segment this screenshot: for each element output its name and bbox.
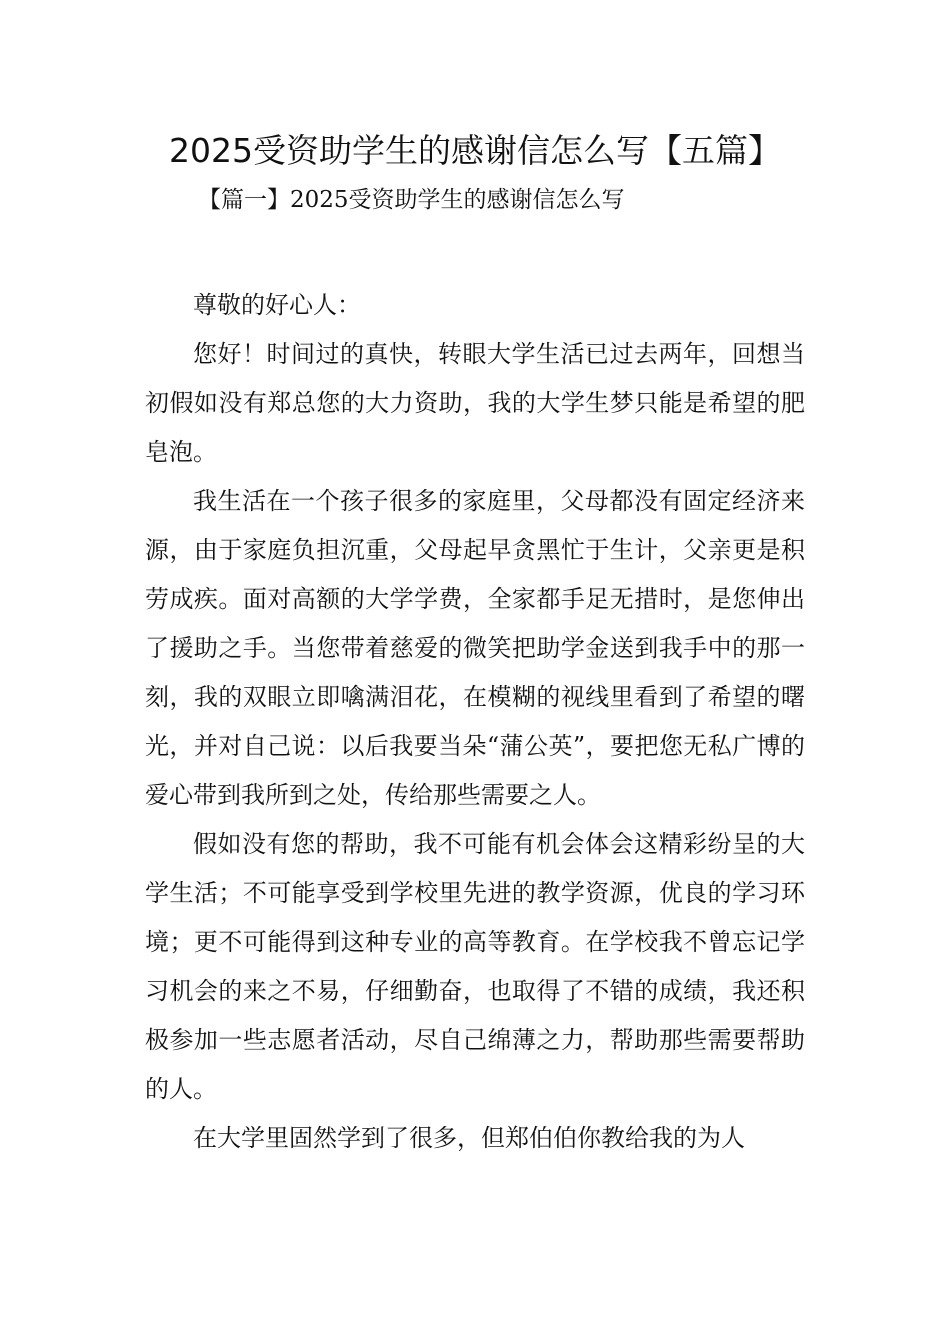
document-title: 2025受资助学生的感谢信怎么写【五篇】: [169, 131, 781, 170]
paragraph: 我生活在一个孩子很多的家庭里，父母都没有固定经济来源，由于家庭负担沉重，父母起早贪黑忙于生计，父亲更是积劳成疾。面对高额的大学学费，全家都手足无措时，是您伸出了援助之手。当您带着慈爱的微笑把助学金送到我手中的那一刻，我的双眼立即噙满泪花，在模糊的视线里看到了希望的曙光，并对自己说：以后我要当朵“蒲公英”，要把您无私广博的爱心带到我所到之处，传给那些需要之人。: [145, 487, 805, 809]
paragraph: 在大学里固然学到了很多，但郑伯伯你教给我的为人: [193, 1124, 745, 1152]
paragraph: 假如没有您的帮助，我不可能有机会体会这精彩纷呈的大学生活；不可能享受到学校里先进的教学资源，优良的学习环境；更不可能得到这种专业的高等教育。在学校我不曾忘记学习机会的来之不易，仔细勤奋，也取得了不错的成绩，我还积极参加一些志愿者活动，尽自己绵薄之力，帮助那些需要帮助的人。: [145, 830, 805, 1103]
letter-body: [145, 281, 805, 1163]
letter-greeting: 尊敬的好心人：: [193, 291, 361, 319]
paragraph: 您好！时间过的真快，转眼大学生活已过去两年，回想当初假如没有郑总您的大力资助，我的大学生梦只能是希望的肥皂泡。: [145, 340, 805, 466]
section-heading: 【篇一】2025受资助学生的感谢信怎么写: [198, 187, 625, 213]
